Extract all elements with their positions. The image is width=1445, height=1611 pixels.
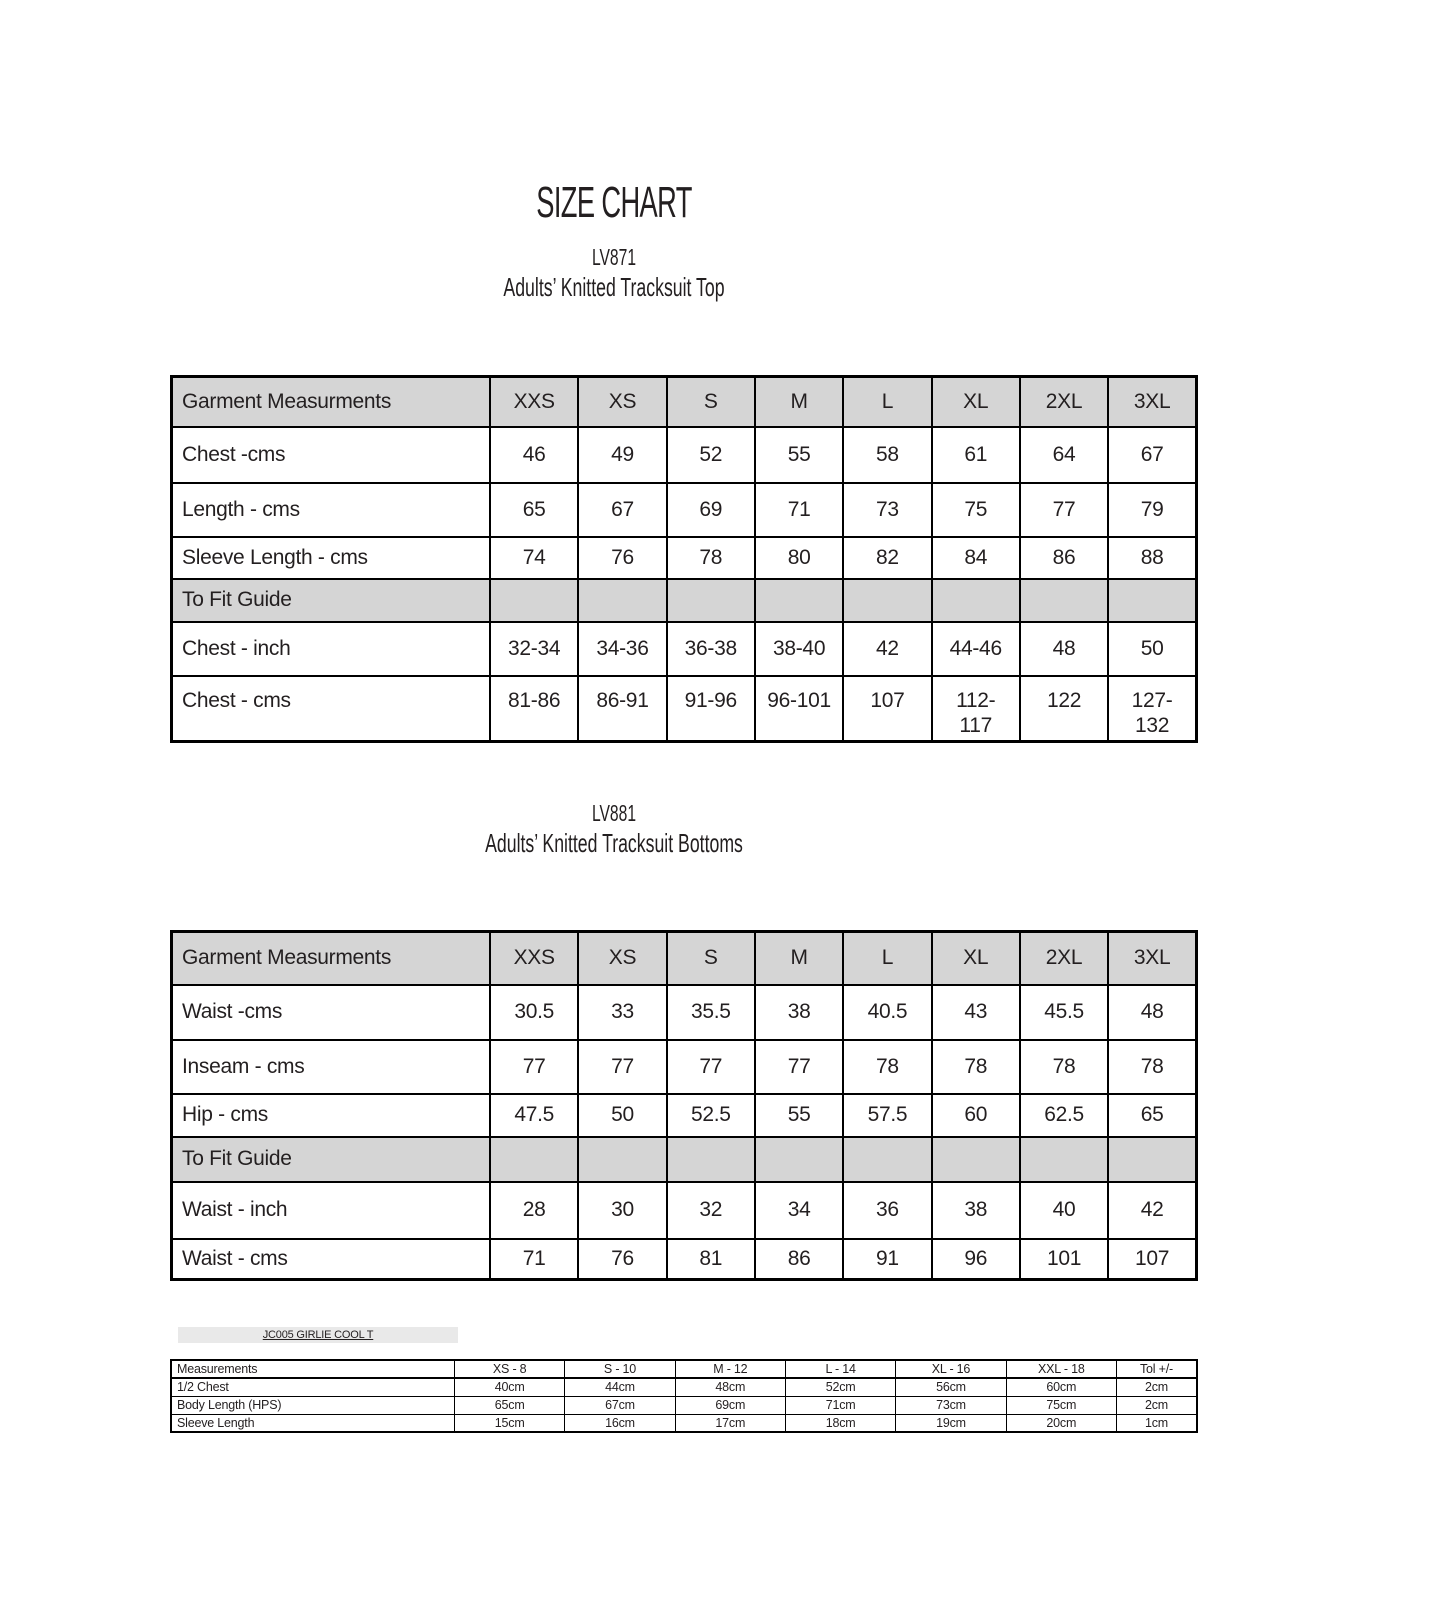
table-cell: 78: [667, 537, 755, 579]
table-cell: 71cm: [785, 1396, 895, 1414]
table-cell: 55: [755, 427, 843, 483]
column-header: M - 12: [675, 1360, 785, 1378]
table-cell: 75cm: [1006, 1396, 1116, 1414]
table-cell: 67cm: [565, 1396, 675, 1414]
table-cell: 48: [1108, 985, 1196, 1040]
header-label: Garment Measurments: [172, 932, 491, 985]
table-row: [172, 622, 1197, 676]
column-header: M: [755, 377, 843, 427]
table-cell: 38: [755, 985, 843, 1040]
header-row: [172, 377, 1197, 427]
table-row: [171, 1414, 1197, 1432]
header-row: [172, 932, 1197, 985]
table-cell: 91: [843, 1239, 931, 1280]
row-label: To Fit Guide: [172, 579, 491, 622]
table-cell: 96-101: [755, 676, 843, 742]
table-cell: 56cm: [896, 1378, 1006, 1396]
table-cell: 122: [1020, 676, 1108, 742]
table-cell: 38: [932, 1182, 1020, 1239]
table-cell: 69cm: [675, 1396, 785, 1414]
table-cell: 62.5: [1020, 1094, 1108, 1137]
table-cell: 30: [578, 1182, 666, 1239]
column-header: M: [755, 932, 843, 985]
product-label-jc005-text: JC005 GIRLIE COOL T: [262, 1329, 374, 1341]
product-code-lv871: LV871: [591, 244, 637, 270]
column-header: XS: [578, 932, 666, 985]
table-cell: 81: [667, 1239, 755, 1280]
table-row: [172, 1182, 1197, 1239]
table-cell: 78: [843, 1040, 931, 1094]
table-row: [172, 1239, 1197, 1280]
column-header: L - 14: [785, 1360, 895, 1378]
table-cell: 46: [490, 427, 578, 483]
table-cell: 91-96: [667, 676, 755, 742]
column-header: L: [843, 932, 931, 985]
product-label-jc005: [178, 1327, 458, 1343]
table-cell: 40: [1020, 1182, 1108, 1239]
table-cell: 52: [667, 427, 755, 483]
table-cell: [667, 1137, 755, 1182]
table-cell: 19cm: [896, 1414, 1006, 1432]
table-cell: 65: [490, 483, 578, 537]
table-cell: 40.5: [843, 985, 931, 1040]
column-header: Tol +/-: [1117, 1360, 1198, 1378]
table-cell: [578, 1137, 666, 1182]
column-header: XXL - 18: [1006, 1360, 1116, 1378]
table-cell: 20cm: [1006, 1414, 1116, 1432]
row-label: Sleeve Length - cms: [172, 537, 491, 579]
table-cell: 38-40: [755, 622, 843, 676]
table-cell: 84: [932, 537, 1020, 579]
table-cell: 44cm: [565, 1378, 675, 1396]
table-cell: 36-38: [667, 622, 755, 676]
table-cell: 78: [1108, 1040, 1196, 1094]
product-name-lv871: Adults’ Knitted Tracksuit Top: [503, 272, 725, 302]
column-header: 2XL: [1020, 377, 1108, 427]
table-cell: 60cm: [1006, 1378, 1116, 1396]
row-label: Chest -cms: [172, 427, 491, 483]
table-cell: 101: [1020, 1239, 1108, 1280]
table-cell: 127-132: [1108, 676, 1196, 742]
page-title: SIZE CHART: [536, 178, 692, 227]
table-cell: 77: [667, 1040, 755, 1094]
table-cell: 76: [578, 1239, 666, 1280]
table-cell: 96: [932, 1239, 1020, 1280]
table-row: [172, 1040, 1197, 1094]
table-cell: 77: [755, 1040, 843, 1094]
table-cell: 79: [1108, 483, 1196, 537]
table-cell: 52cm: [785, 1378, 895, 1396]
table-cell: 45.5: [1020, 985, 1108, 1040]
column-header: 2XL: [1020, 932, 1108, 985]
table-cell: [1108, 579, 1196, 622]
column-header: XXS: [490, 377, 578, 427]
table-cell: 34-36: [578, 622, 666, 676]
column-header: L: [843, 377, 931, 427]
column-header: XL: [932, 932, 1020, 985]
table-cell: 61: [932, 427, 1020, 483]
table-cell: 80: [755, 537, 843, 579]
table-cell: 73cm: [896, 1396, 1006, 1414]
row-label: Waist -cms: [172, 985, 491, 1040]
table-cell: [932, 1137, 1020, 1182]
table-cell: 77: [490, 1040, 578, 1094]
size-table-jc005: [170, 1359, 1198, 1433]
table-cell: 34: [755, 1182, 843, 1239]
table-cell: 49: [578, 427, 666, 483]
table-cell: [843, 579, 931, 622]
table-cell: 16cm: [565, 1414, 675, 1432]
table-cell: 65cm: [455, 1396, 565, 1414]
column-header: XL - 16: [896, 1360, 1006, 1378]
table-cell: 77: [1020, 483, 1108, 537]
table-cell: 47.5: [490, 1094, 578, 1137]
table-cell: 2cm: [1117, 1378, 1198, 1396]
header-label: Measurements: [171, 1360, 455, 1378]
column-header: XL: [932, 377, 1020, 427]
table-cell: 30.5: [490, 985, 578, 1040]
row-label: Waist - cms: [172, 1239, 491, 1280]
table-row: [171, 1378, 1197, 1396]
table-cell: 71: [755, 483, 843, 537]
table-cell: 71: [490, 1239, 578, 1280]
row-label: 1/2 Chest: [171, 1378, 455, 1396]
table-cell: [667, 579, 755, 622]
table-row: [172, 985, 1197, 1040]
table-cell: 43: [932, 985, 1020, 1040]
table-cell: 42: [843, 622, 931, 676]
row-label: Hip - cms: [172, 1094, 491, 1137]
table-cell: 67: [1108, 427, 1196, 483]
table-cell: 18cm: [785, 1414, 895, 1432]
product-code-lv881: LV881: [591, 800, 637, 826]
table-cell: 32-34: [490, 622, 578, 676]
table-cell: 32: [667, 1182, 755, 1239]
table-cell: 74: [490, 537, 578, 579]
table-cell: 112-117: [932, 676, 1020, 742]
column-header: S: [667, 932, 755, 985]
header-label: Garment Measurments: [172, 377, 491, 427]
section-row: [172, 1137, 1197, 1182]
table-cell: 73: [843, 483, 931, 537]
table-row: [172, 676, 1197, 742]
row-label: Length - cms: [172, 483, 491, 537]
table-cell: 76: [578, 537, 666, 579]
table-cell: [578, 579, 666, 622]
table-cell: 2cm: [1117, 1396, 1198, 1414]
table-cell: 48cm: [675, 1378, 785, 1396]
table-cell: 86: [755, 1239, 843, 1280]
table-cell: 36: [843, 1182, 931, 1239]
table-cell: 28: [490, 1182, 578, 1239]
row-label: Waist - inch: [172, 1182, 491, 1239]
column-header: XXS: [490, 932, 578, 985]
table-cell: [490, 579, 578, 622]
row-label: Inseam - cms: [172, 1040, 491, 1094]
table-cell: 69: [667, 483, 755, 537]
row-label: Chest - cms: [172, 676, 491, 742]
table-row: [172, 483, 1197, 537]
table-cell: 52.5: [667, 1094, 755, 1137]
column-header: 3XL: [1108, 932, 1196, 985]
table-cell: 82: [843, 537, 931, 579]
table-cell: 60: [932, 1094, 1020, 1137]
table-cell: 44-46: [932, 622, 1020, 676]
column-header: S - 10: [565, 1360, 675, 1378]
table-cell: [490, 1137, 578, 1182]
product-name-lv881: Adults’ Knitted Tracksuit Bottoms: [485, 828, 743, 858]
table-cell: 55: [755, 1094, 843, 1137]
table-row: [172, 537, 1197, 579]
table-cell: [1020, 579, 1108, 622]
table-row: [172, 1094, 1197, 1137]
table-cell: 35.5: [667, 985, 755, 1040]
section-row: [172, 579, 1197, 622]
table-cell: [755, 1137, 843, 1182]
table-cell: 64: [1020, 427, 1108, 483]
table-cell: [1020, 1137, 1108, 1182]
table-cell: 33: [578, 985, 666, 1040]
table-cell: 58: [843, 427, 931, 483]
table-cell: 1cm: [1117, 1414, 1198, 1432]
table-cell: 86: [1020, 537, 1108, 579]
table-cell: [1108, 1137, 1196, 1182]
table-cell: 57.5: [843, 1094, 931, 1137]
table-cell: 40cm: [455, 1378, 565, 1396]
table-cell: 50: [578, 1094, 666, 1137]
table-cell: 107: [1108, 1239, 1196, 1280]
row-label: To Fit Guide: [172, 1137, 491, 1182]
column-header: S: [667, 377, 755, 427]
row-label: Body Length (HPS): [171, 1396, 455, 1414]
table-cell: 67: [578, 483, 666, 537]
column-header: XS: [578, 377, 666, 427]
table-cell: [755, 579, 843, 622]
table-cell: 86-91: [578, 676, 666, 742]
table-cell: 42: [1108, 1182, 1196, 1239]
table-cell: 65: [1108, 1094, 1196, 1137]
table-cell: 78: [1020, 1040, 1108, 1094]
header-row: [171, 1360, 1197, 1378]
table-cell: [932, 579, 1020, 622]
size-table-lv871: [170, 375, 1198, 743]
row-label: Sleeve Length: [171, 1414, 455, 1432]
table-cell: 15cm: [455, 1414, 565, 1432]
table-cell: 77: [578, 1040, 666, 1094]
column-header: 3XL: [1108, 377, 1196, 427]
table-cell: 107: [843, 676, 931, 742]
table-cell: 48: [1020, 622, 1108, 676]
table-cell: 78: [932, 1040, 1020, 1094]
size-table-lv881: [170, 930, 1198, 1281]
column-header: XS - 8: [455, 1360, 565, 1378]
table-cell: 17cm: [675, 1414, 785, 1432]
table-row: [172, 427, 1197, 483]
table-cell: 75: [932, 483, 1020, 537]
table-row: [171, 1396, 1197, 1414]
table-cell: 88: [1108, 537, 1196, 579]
table-cell: 50: [1108, 622, 1196, 676]
table-cell: 81-86: [490, 676, 578, 742]
table-cell: [843, 1137, 931, 1182]
row-label: Chest - inch: [172, 622, 491, 676]
